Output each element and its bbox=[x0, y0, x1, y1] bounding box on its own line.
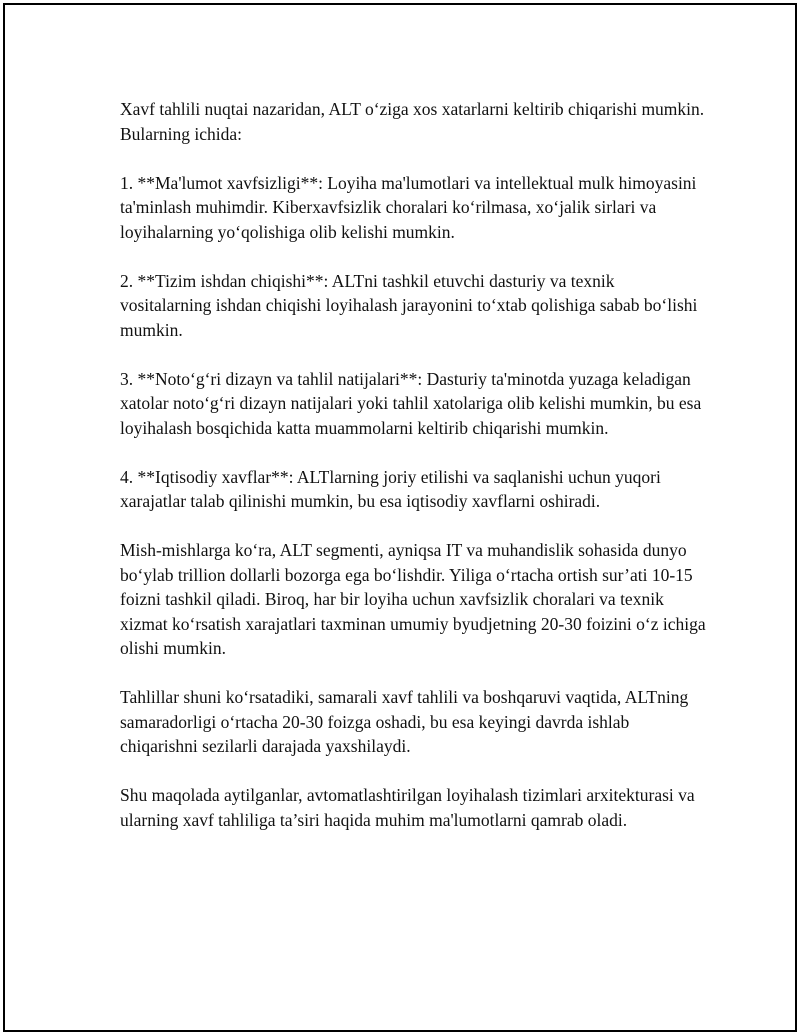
paragraph-market: Mish-mishlarga ko‘ra, ALT segmenti, ayniqsa IT va muhandislik sohasida dunyo bo‘ylab trillion dollarli bozorga ega bo‘lishdir. Yiliga o‘rtacha ortish sur’ati 10-15 foizni tashkil qiladi. Biroq, har bir loyiha uchun xavfsizlik choralari va texnik xizmat ko‘rsatish xarajatlari taxminan umumiy byudjetning 20-30 foizini o‘z ichiga olishi mumkin. bbox=[120, 540, 706, 658]
paragraph-conclusion: Shu maqolada aytilganlar, avtomatlashtirilgan loyihalash tizimlari arxitekturasi va ularning xavf tahliliga ta’siri haqida muhim ma'lumotlarni qamrab oladi. bbox=[120, 785, 695, 830]
paragraph-analysis: Tahlillar shuni ko‘rsatadiki, samarali xavf tahlili va boshqaruvi vaqtida, ALTning samaradorligi o‘rtacha 20-30 foizga oshadi, bu esa keyingi davrda ishlab chiqarishni sezilarli darajada yaxshilaydi. bbox=[120, 687, 689, 756]
paragraph-data-security: 1. **Ma'lumot xavfsizligi**: Loyiha ma'lumotlari va intellektual mulk himoyasini ta'minlash muhimdir. Kiberxavfsizlik choralari ko‘rilmasa, xo‘jalik sirlari va loyihalarning yo‘qolishiga olib kelishi mumkin. bbox=[120, 172, 697, 242]
paragraph-design-errors: 3. **Noto‘g‘ri dizayn va tahlil natijalari**: Dasturiy ta'minotda yuzaga keladigan xatolar noto‘g‘ri dizayn natijalari yoki tahlil xatolariga olib kelishi mumkin, bu esa loyihalash bosqichida katta muammolarni keltirib chiqarishi mumkin. bbox=[120, 368, 702, 438]
paragraph-intro: Xavf tahlili nuqtai nazaridan, ALT o‘ziga xos xatarlarni keltirib chiqarishi mumkin. Bularning ichida: bbox=[120, 99, 705, 144]
document-body bbox=[120, 97, 710, 857]
paragraph-economic-risks: 4. **Iqtisodiy xavflar**: ALTlarning joriy etilishi va saqlanishi uchun yuqori xarajatlar talab qilinishi mumkin, bu esa iqtisodiy xavflarni oshiradi. bbox=[120, 466, 661, 511]
paragraph-system-failure: 2. **Tizim ishdan chiqishi**: ALTni tashkil etuvchi dasturiy va texnik vositalarning ishdan chiqishi loyihalash jarayonini to‘xtab qolishiga sabab bo‘lishi mumkin. bbox=[120, 270, 698, 340]
page-frame bbox=[3, 3, 797, 1032]
